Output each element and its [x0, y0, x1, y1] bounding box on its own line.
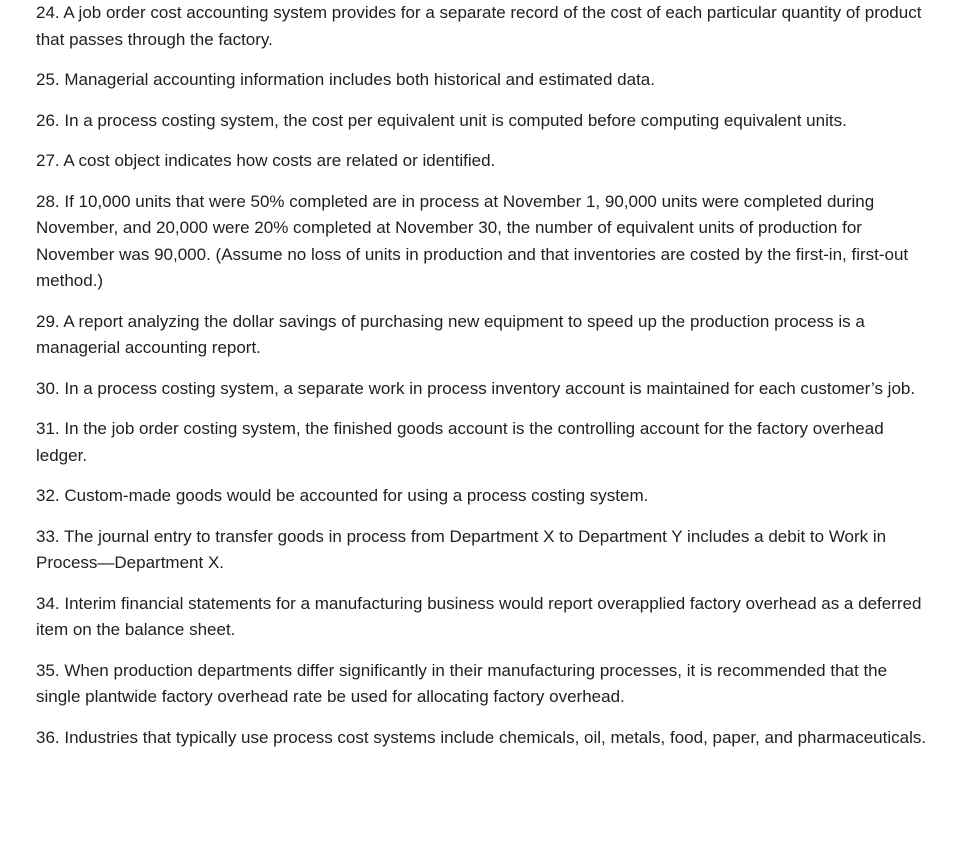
- question-31: 31. In the job order costing system, the finished goods account is the controlling account for the factory overhead ledger.: [36, 419, 884, 465]
- question-26: 26. In a process costing system, the cost per equivalent unit is computed before computing equivalent units.: [36, 110, 847, 130]
- question-27: 27. A cost object indicates how costs are related or identified.: [36, 151, 496, 170]
- question-28: 28. If 10,000 units that were 50% completed are in process at November 1, 90,000 units were completed during November, and 20,000 were 20% completed at November 30, the number of equivalent units of production for November was 90,000. (Assume no loss of units in production and that inventories are costed by the first-in, first-out method.): [36, 191, 909, 290]
- document-body: [36, 0, 936, 765]
- question-29: 29. A report analyzing the dollar savings of purchasing new equipment to speed up the production process is a managerial accounting report.: [36, 311, 865, 357]
- question-25: 25. Managerial accounting information includes both historical and estimated data.: [36, 70, 655, 89]
- question-30: 30. In a process costing system, a separate work in process inventory account is maintained for each customer’s job.: [36, 378, 916, 398]
- question-32: 32. Custom-made goods would be accounted for using a process costing system.: [36, 486, 649, 505]
- question-34: 34. Interim financial statements for a manufacturing business would report overapplied factory overhead as a deferred item on the balance sheet.: [36, 593, 922, 639]
- question-36: 36. Industries that typically use process cost systems include chemicals, oil, metals, food, paper, and pharmaceuticals.: [36, 727, 927, 747]
- question-33: 33. The journal entry to transfer goods in process from Department X to Department Y includes a debit to Work in Process—Department X.: [36, 526, 887, 572]
- question-24: 24. A job order cost accounting system provides for a separate record of the cost of each particular quantity of product that passes through the factory.: [36, 3, 922, 49]
- question-35: 35. When production departments differ significantly in their manufacturing processes, it is recommended that the single plantwide factory overhead rate be used for allocating factory overhead.: [36, 660, 888, 706]
